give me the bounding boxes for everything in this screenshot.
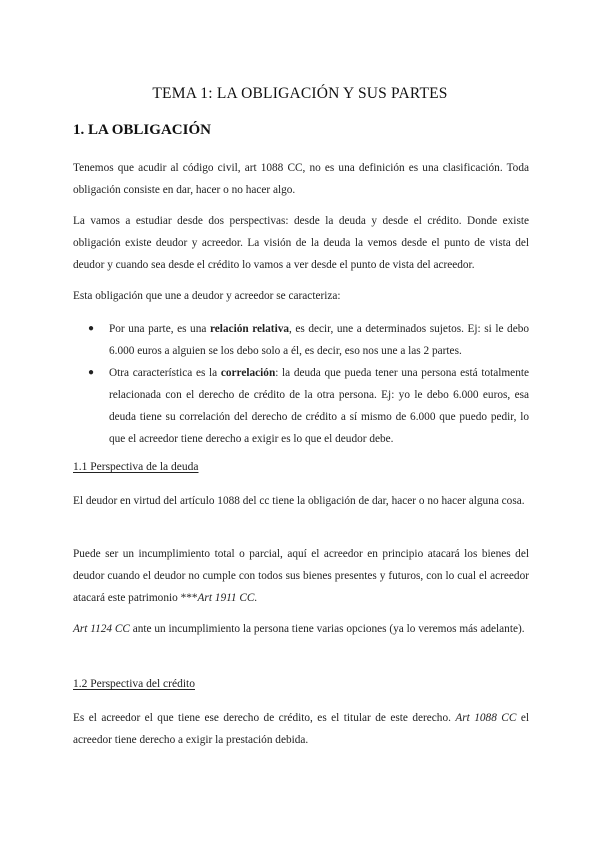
subsection-heading-credito: 1.2 Perspectiva del crédito <box>73 678 195 690</box>
paragraph-acreedor: Es el acreedor el que tiene ese derecho de crédito, es el titular de este derecho. Art 1088 CC el acreedor tiene derecho a exigir la prestación debida. <box>73 712 529 746</box>
paragraph-perspectives: La vamos a estudiar desde dos perspectivas: desde la deuda y desde el crédito. Donde existe obligación existe deudor y acreedor. La visión de la deuda la vemos desde el punto de vista del deudor y cuando sea desde el crédito lo vamos a ver desde el punto de vista del acreedor. <box>73 215 529 271</box>
subsection-heading-deuda: 1.1 Perspectiva de la deuda <box>73 461 199 473</box>
list-item: ● Otra característica es la correlación: la deuda que pueda tener una persona está totalmente relacionada con el derecho de crédito de la otra persona. Ej: yo le debo 6.000 euros, esa deuda tiene su correlación del derecho de crédito a sí mismo de 6.000 que puedo pedir, lo que el acreedor tiene derecho a exigir es lo que el deudor debe. <box>88 362 529 450</box>
characteristics-list <box>88 318 529 450</box>
paragraph-deudor: El deudor en virtud del artículo 1088 del cc tiene la obligación de dar, hacer o no hacer alguna cosa. <box>73 495 525 507</box>
article-reference: Art 1911 CC. <box>197 592 258 604</box>
bold-term: correlación <box>220 367 276 379</box>
bullet-icon: ● <box>88 323 95 334</box>
bold-term: relación relativa <box>209 323 290 335</box>
bullet-icon: ● <box>88 367 95 378</box>
paragraph-incumplimiento: Puede ser un incumplimiento total o parcial, aquí el acreedor en principio atacará los bienes del deudor cuando el deudor no cumple con todos sus bienes presentes y futuros, con lo cual el acreedor atacará este patrimonio ***Art 1911 CC. <box>73 548 529 604</box>
article-reference: Art 1124 CC <box>73 623 130 635</box>
paragraph-characteristics: Esta obligación que une a deudor y acreedor se caracteriza: <box>73 290 341 302</box>
section-heading-obligacion: 1. LA OBLIGACIÓN <box>73 122 211 138</box>
paragraph-intro: Tenemos que acudir al código civil, art 1088 CC, no es una definición es una clasificación. Toda obligación consiste en dar, hacer o no hacer algo. <box>73 162 529 196</box>
paragraph-art-1124: Art 1124 CC ante un incumplimiento la persona tiene varias opciones (ya lo veremos más adelante). <box>73 623 525 635</box>
article-reference: Art 1088 CC <box>455 712 517 724</box>
list-item: ● Por una parte, es una relación relativa, es decir, une a determinados sujetos. Ej: si le debo 6.000 euros a alguien se los debo solo a él, es decir, eso nos une a las 2 partes. <box>88 318 529 362</box>
page-title: TEMA 1: LA OBLIGACIÓN Y SUS PARTES <box>152 85 448 102</box>
